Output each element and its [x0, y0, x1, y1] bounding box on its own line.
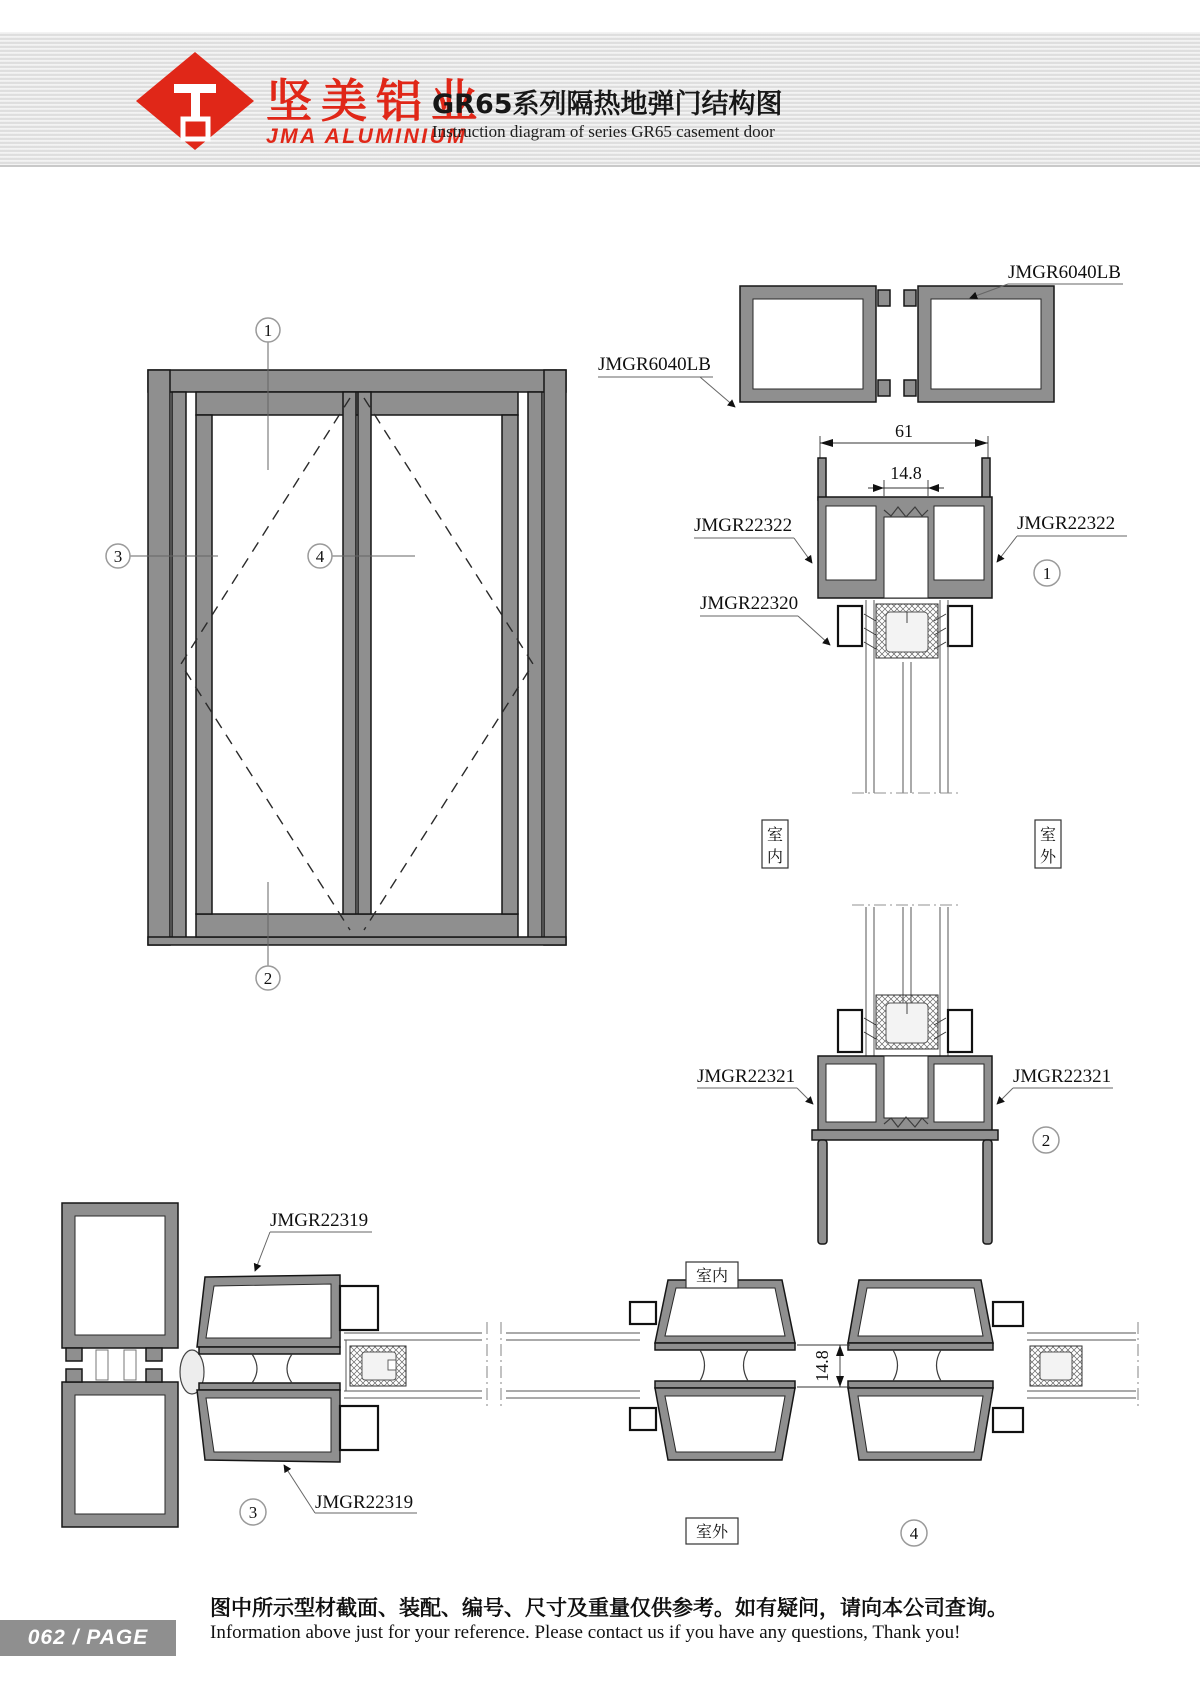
- room-outdoor-char2: 外: [1039, 847, 1057, 866]
- tube-gasket-strip: [124, 1350, 136, 1380]
- page-title: GR65系列隔热地弹门结构图: [432, 89, 783, 120]
- frame-sill: [148, 937, 566, 945]
- label-jmgr6040lb-right: JMGR6040LB: [1008, 262, 1121, 283]
- dim-61: 61: [895, 421, 913, 441]
- head-glazing-channel: [884, 517, 928, 598]
- door-elevation: [106, 318, 566, 990]
- glass-run-left: [344, 1322, 640, 1408]
- meeting-stile-left: [343, 392, 356, 914]
- tube-gasket-strip: [96, 1350, 108, 1380]
- detail-3-callout: 3: [248, 1503, 258, 1522]
- leaf-right-stile: [502, 415, 518, 914]
- head-chamber-left: [826, 506, 876, 580]
- glazing-bead-left: [838, 606, 862, 646]
- room-outdoor-bottom: 室外: [695, 1522, 729, 1541]
- glass-break-gap: [482, 1326, 506, 1406]
- label-jmgr22319-top: JMGR22319: [270, 1210, 369, 1231]
- label-jmgr22322-right: JMGR22322: [1017, 513, 1116, 534]
- frame-tube-assembly: [598, 262, 1123, 407]
- footer-note-cn: 图中所示型材截面、装配、编号、尺寸及重量仅供参考。如有疑问，请向本公司查询。: [210, 1596, 1008, 1620]
- tube-hook: [146, 1348, 162, 1361]
- label-jmgr22321-right: JMGR22321: [1013, 1066, 1112, 1087]
- sill-leg-left: [818, 1140, 827, 1244]
- room-indoor-char2: 内: [766, 847, 784, 866]
- side-frame-cavity-upper: [75, 1216, 165, 1335]
- thermal-bar: [848, 1381, 993, 1388]
- stile-glazing-arm-upper: [340, 1286, 378, 1330]
- hinge-stile-lower-cavity: [206, 1398, 331, 1452]
- room-indoor-bottom: 室内: [695, 1266, 729, 1285]
- stile-upper-cavity: [665, 1288, 785, 1336]
- leaf-top-rail: [196, 392, 518, 415]
- thermal-bar: [199, 1347, 340, 1354]
- footer-note-en: Information above just for your reference. Please contact us if you have any questions, Thank you!: [210, 1622, 961, 1643]
- detail-4-section: [344, 1262, 1138, 1546]
- glazing-bead-left: [838, 1010, 862, 1052]
- stile-upper-cavity: [858, 1288, 983, 1336]
- frame-right-strip: [528, 392, 542, 943]
- stile-arm: [630, 1408, 656, 1430]
- glazing-bead-right: [948, 606, 972, 646]
- glass-unit-vertical-bottom: [866, 907, 948, 1058]
- tube-joint-hook: [904, 290, 916, 306]
- callout-3: 3: [113, 547, 123, 566]
- brand-name-en: JMA ALUMINIUM: [266, 125, 468, 148]
- detail-4-callout: 4: [909, 1524, 919, 1543]
- tube-joint-hook: [878, 380, 890, 396]
- tube-right-cavity: [931, 299, 1041, 389]
- stile-arm: [993, 1408, 1023, 1432]
- glass-unit-vertical-top: [852, 600, 962, 793]
- label-jmgr22320: JMGR22320: [700, 593, 799, 614]
- thermal-bar: [655, 1381, 795, 1388]
- page-subtitle: Instruction diagram of series GR65 casement door: [432, 122, 775, 141]
- stile-arm: [630, 1302, 656, 1324]
- thermal-bar: [848, 1343, 993, 1350]
- glazing-bead-right: [948, 1010, 972, 1052]
- meeting-stile-left-leaf: [630, 1280, 795, 1460]
- label-jmgr22319-bottom: JMGR22319: [315, 1492, 414, 1513]
- tube-hook: [66, 1369, 82, 1382]
- thermal-bar: [655, 1343, 795, 1350]
- profile-stem-right: [982, 458, 990, 500]
- page-number-badge: 062 / PAGE: [0, 1620, 176, 1656]
- label-jmgr22322-left: JMGR22322: [694, 515, 793, 536]
- meeting-stile-right: [358, 392, 371, 914]
- tube-joint-hook: [878, 290, 890, 306]
- detail-1-callout: 1: [1042, 564, 1052, 583]
- stile-lower-cavity: [858, 1396, 983, 1452]
- frame-head: [148, 370, 566, 392]
- room-indoor-char1: 室: [766, 825, 784, 844]
- thermal-bar: [199, 1383, 340, 1390]
- sill-chamber-right: [934, 1064, 984, 1122]
- label-jmgr22321-left: JMGR22321: [697, 1066, 796, 1087]
- dim-14-8-top: 14.8: [890, 463, 922, 483]
- detail-2-section: [697, 905, 1113, 1244]
- stile-glazing-arm-lower: [340, 1406, 378, 1450]
- head-chamber-right: [934, 506, 984, 580]
- meeting-stile-right-leaf: [848, 1280, 1023, 1460]
- tube-joint-hook: [904, 380, 916, 396]
- hinge-stile-upper-cavity: [206, 1284, 331, 1338]
- sill-leg-right: [983, 1140, 992, 1244]
- detail-1-section: [694, 421, 1127, 868]
- callout-1: 1: [263, 321, 273, 340]
- callout-2: 2: [263, 969, 273, 988]
- frame-left-post: [148, 370, 170, 945]
- thermal-zigzag: [252, 1354, 292, 1383]
- dim-14-8-bottom: 14.8: [812, 1350, 832, 1382]
- room-outdoor-char1: 室: [1039, 825, 1057, 844]
- thermal-zigzag: [893, 1350, 941, 1381]
- leaf-bottom-rail: [196, 914, 518, 937]
- sill-glazing-channel: [884, 1056, 928, 1118]
- stile-lower-cavity: [665, 1396, 785, 1452]
- glass-run-right: [1027, 1322, 1138, 1408]
- stile-arm: [993, 1302, 1023, 1326]
- side-frame-cavity-lower: [75, 1395, 165, 1514]
- callout-4: 4: [315, 547, 325, 566]
- tube-joint-slot: [891, 288, 903, 400]
- tube-hook: [66, 1348, 82, 1361]
- profile-stem-left: [818, 458, 826, 500]
- frame-left-strip: [172, 392, 186, 943]
- tube-left-cavity: [753, 299, 863, 389]
- brand-name-cn: 坚美铝业: [266, 74, 486, 128]
- thermal-zigzag: [700, 1350, 748, 1381]
- setting-block: [1040, 1352, 1072, 1380]
- sill-chamber-left: [826, 1064, 876, 1122]
- frame-right-post: [544, 370, 566, 945]
- leaf-left-stile: [196, 415, 212, 914]
- tube-hook: [146, 1369, 162, 1382]
- sill-flange: [812, 1130, 998, 1140]
- detail-2-callout: 2: [1041, 1131, 1051, 1150]
- label-jmgr6040lb-left: JMGR6040LB: [598, 354, 711, 375]
